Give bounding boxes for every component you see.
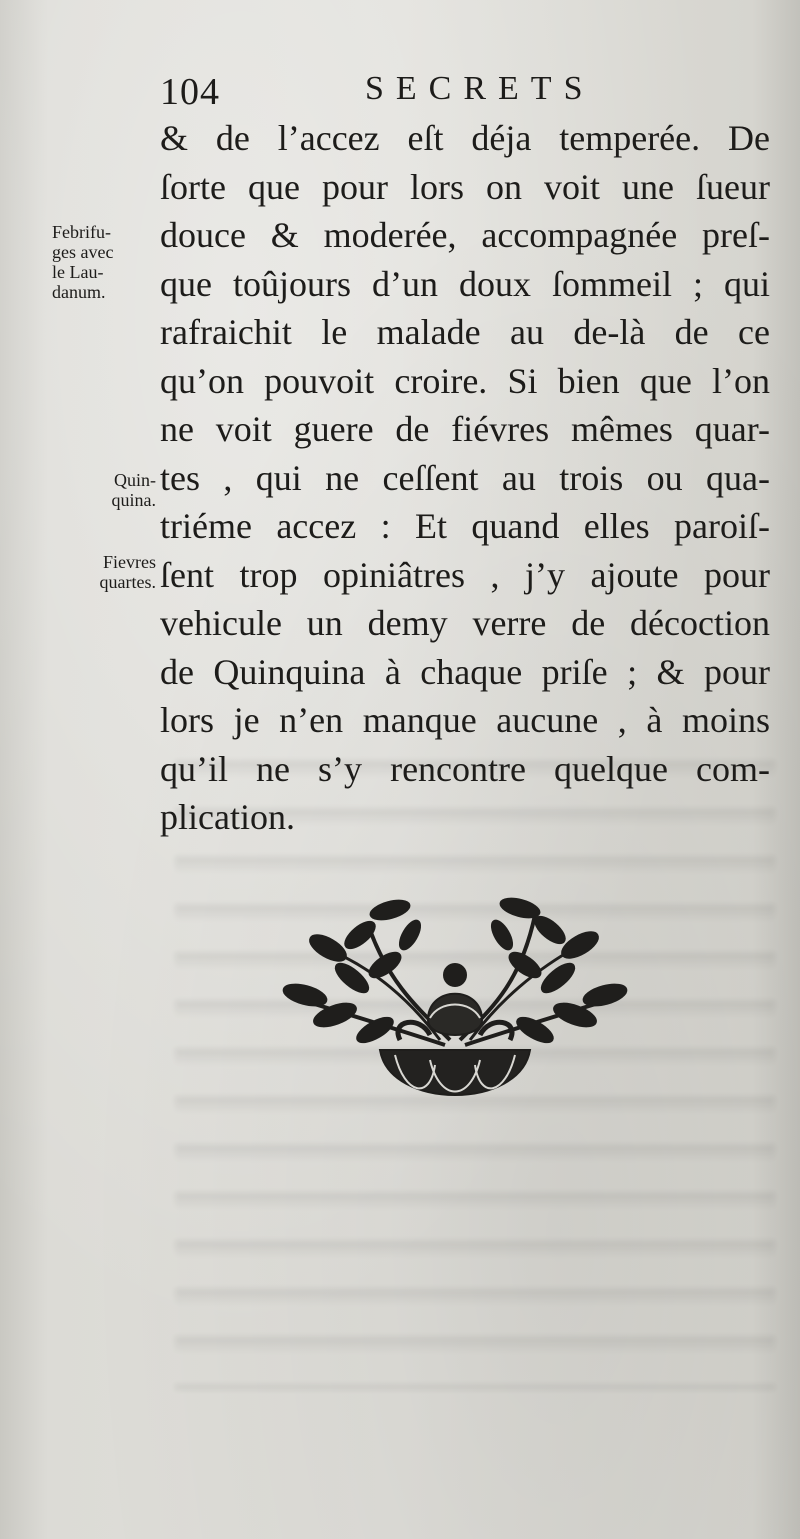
text-line: qu’on pouvoit croire. Si bien que l’on [160, 360, 770, 401]
text-line: de Quinquina à chaque priſe ; & pour [160, 651, 770, 692]
text-line: triéme accez : Et quand elles paroiſ- [160, 506, 770, 546]
text-line: rafraichit le malade au de-là de ce [160, 312, 770, 352]
running-head [160, 70, 760, 114]
body-text [160, 114, 770, 842]
text-line: vehicule un demy verre de décoction [160, 603, 770, 643]
text-line: lors je n’en manque aucune , à moins [160, 700, 770, 740]
margin-note-fievres: Fievres quartes. [99, 552, 156, 592]
page-number: 104 [160, 71, 220, 113]
text-line: ne voit guere de fiévres mêmes quar- [160, 409, 770, 449]
margin-note-febrifuges: Febrifu- ges avec le Lau- danum. [52, 222, 114, 302]
text-line: que toûjours d’un doux ſommeil ; qui [160, 263, 770, 304]
margin-note-quinquina: Quin- quina. [111, 470, 156, 510]
running-title: SECRETS [365, 70, 595, 107]
text-line: qu’il ne s’y rencontre quelque com- [160, 748, 770, 789]
floral-vignette-icon [280, 890, 630, 1120]
text-line: ſorte que pour lors on voit une ſueur [160, 166, 770, 207]
text-line: douce & moderée, accompagnée preſ- [160, 215, 770, 255]
text-line: tes , qui ne ceſſent au trois ou qua- [160, 457, 770, 498]
text-line: & de l’accez eſt déja temperée. De [160, 118, 770, 158]
text-line: ſent trop opiniâtres , j’y ajoute pour [160, 554, 770, 595]
text-line: plication. [160, 797, 295, 837]
